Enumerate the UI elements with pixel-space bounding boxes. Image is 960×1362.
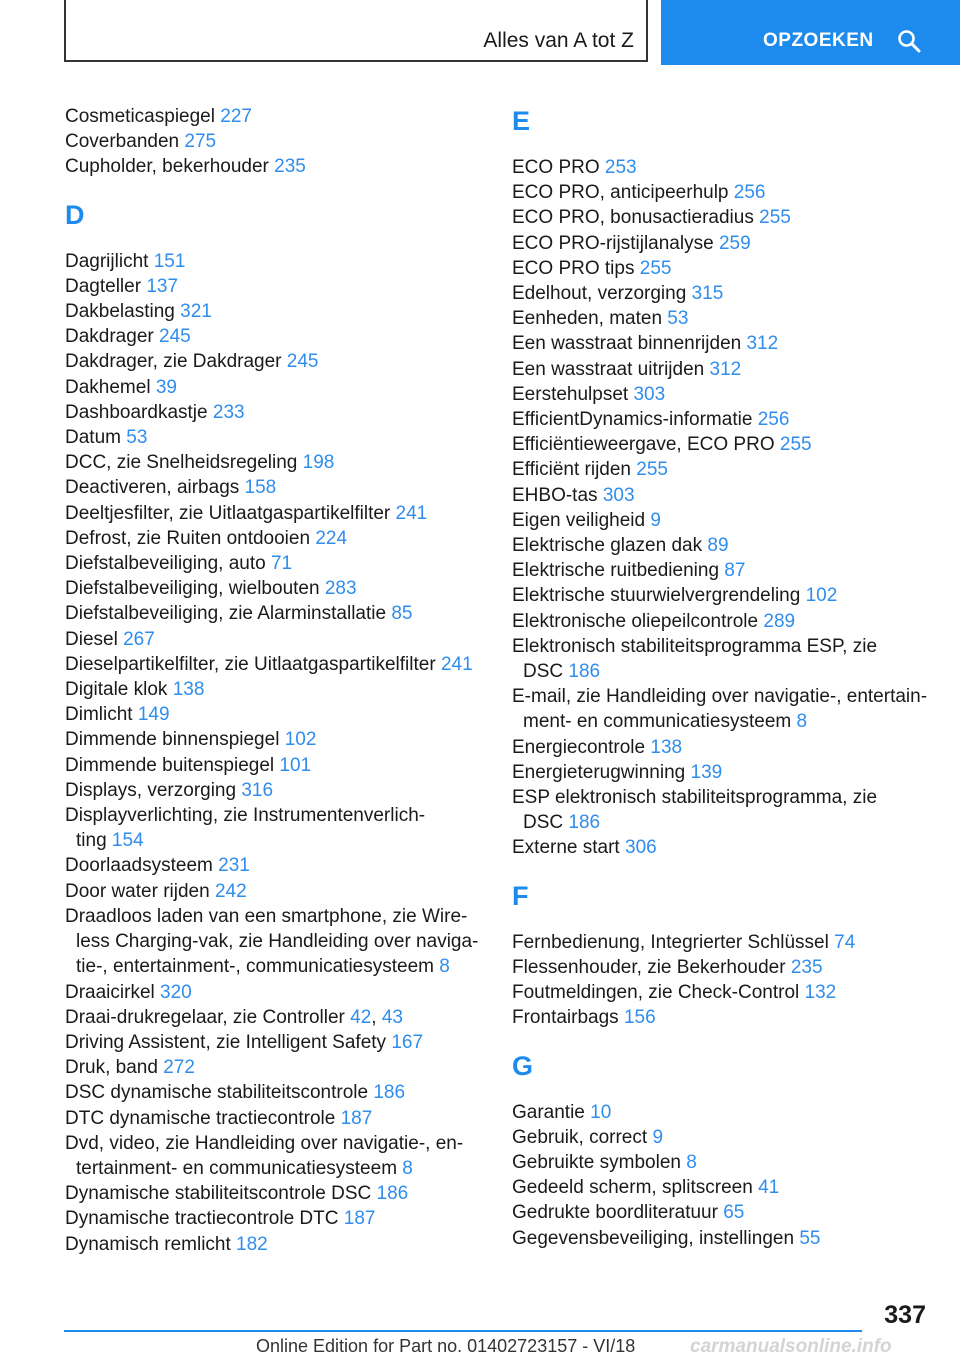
index-entry-text: DTC dynamische tractiecontrole	[65, 1107, 336, 1129]
page-reference-link[interactable]: 138	[172, 679, 205, 701]
index-entry-text: Diefstalbeveiliging, zie Alarminstallatie	[65, 603, 387, 625]
index-entry-text: Gebruikte symbolen	[512, 1151, 681, 1173]
index-entry	[65, 803, 485, 853]
index-entry-text: ECO PRO tips	[512, 257, 635, 279]
index-entry	[65, 551, 485, 576]
index-entry	[512, 180, 942, 205]
page-number: 337	[884, 1301, 926, 1329]
index-entry-text: Gedeeld scherm, splitscreen	[512, 1177, 753, 1199]
index-entry	[65, 249, 485, 274]
index-entry-text: Deeltjesfilter, zie Uitlaatgaspartikelfilter	[65, 502, 391, 524]
index-entry	[512, 281, 942, 306]
page-reference-link[interactable]: 42	[350, 1006, 372, 1028]
page-reference-link[interactable]: 139	[690, 761, 723, 783]
index-entry	[65, 375, 485, 400]
index-letter-heading: E	[512, 106, 531, 136]
index-entry	[65, 154, 485, 179]
index-entry	[65, 652, 485, 677]
index-entry-text: Displays, verzorging	[65, 779, 237, 801]
page-reference-link[interactable]: 255	[779, 434, 812, 456]
index-entry-text: Elektrische ruitbediening	[512, 560, 720, 582]
index-entry	[512, 955, 942, 980]
index-entry-text: Edelhout, verzorging	[512, 283, 687, 305]
page-reference-link[interactable]: 53	[126, 427, 148, 449]
index-entry	[65, 274, 485, 299]
index-entry	[65, 129, 485, 154]
index-entry-text: Coverbanden	[65, 131, 180, 153]
page-reference-link[interactable]: 256	[757, 409, 790, 431]
page-reference-link[interactable]: 306	[625, 837, 657, 859]
page-reference-link[interactable]: 151	[153, 250, 186, 272]
page-reference-link[interactable]: 259	[718, 232, 751, 254]
index-entry-text: Elektrische stuurwielvergrendeling	[512, 585, 801, 607]
page-reference-link[interactable]: 87	[724, 560, 746, 582]
page-reference-link[interactable]: 74	[834, 931, 856, 953]
index-entry	[65, 299, 485, 324]
index-entry	[65, 1106, 485, 1131]
page-reference-link[interactable]: 227	[220, 106, 252, 127]
page-reference-link[interactable]: 9	[650, 509, 661, 531]
index-entry-text: Diefstalbeveiliging, auto	[65, 553, 266, 575]
page-reference-link[interactable]: 275	[184, 131, 217, 153]
index-entry	[65, 1181, 485, 1206]
index-entry	[512, 306, 942, 331]
index-entry	[65, 475, 485, 500]
index-entry-text: Draaicirkel	[65, 981, 155, 1003]
index-entry-text: Deactiveren, airbags	[65, 477, 240, 499]
index-entry-text: Eenheden, maten	[512, 308, 663, 330]
index-entry-text: Flessenhouder, zie Bekerhouder	[512, 956, 786, 978]
index-entry-text: ECO PRO	[512, 157, 600, 178]
index-entry	[65, 601, 485, 626]
index-entry-text: Dakdrager	[65, 326, 154, 348]
index-entry	[65, 104, 485, 129]
index-entry-text: Efficiëntieweergave, ECO PRO	[512, 434, 775, 456]
index-entry	[512, 1175, 942, 1200]
index-entry-text: Eigen veiligheid	[512, 509, 646, 531]
page-reference-link[interactable]: 89	[707, 535, 729, 557]
page-reference-link[interactable]: 8	[686, 1151, 697, 1173]
index-entry	[512, 583, 942, 608]
index-entry-text: Energieterugwinning	[512, 761, 686, 783]
index-entry	[512, 684, 942, 734]
index-entry-text: Dakhemel	[65, 376, 151, 398]
index-entry-text: DSC	[523, 661, 564, 683]
search-icon	[897, 29, 921, 53]
index-entry-text: Defrost, zie Ruiten ontdooien	[65, 527, 311, 549]
page-reference-link[interactable]: 182	[236, 1233, 268, 1255]
page-reference-link[interactable]: 316	[241, 779, 274, 801]
section-title: Alles van A tot Z	[483, 29, 634, 52]
index-entry	[512, 357, 942, 382]
index-entry	[512, 457, 942, 482]
index-entry-text: Gegevensbeveiliging, instellingen	[512, 1227, 795, 1249]
index-entry	[512, 231, 942, 256]
index-entry-text: Driving Assistent, zie Intelligent Safety	[65, 1031, 387, 1053]
index-entry	[512, 205, 942, 230]
index-entry-text: DSC	[523, 812, 564, 834]
index-entry-text: Datum	[65, 427, 121, 449]
index-entry-text: Dashboardkastje	[65, 401, 208, 423]
index-entry	[512, 1150, 942, 1175]
index-entry-text: Dakdrager, zie Dakdrager	[65, 351, 282, 373]
index-entry	[512, 1226, 942, 1251]
index-entry-text: tertainment- en communicatiesysteem	[76, 1157, 398, 1179]
index-entry	[512, 760, 942, 785]
page-reference-link[interactable]: 39	[155, 376, 177, 398]
index-entry-text: Energiecontrole	[512, 736, 646, 758]
page-reference-link[interactable]: 198	[302, 452, 335, 474]
page-reference-link[interactable]: 253	[604, 157, 637, 178]
page-reference-link[interactable]: 235	[790, 956, 823, 978]
index-letter-heading: D	[65, 199, 85, 230]
index-entry: Draai-drukregelaar, zie Controller 42, 43	[65, 1006, 403, 1028]
page-reference-link[interactable]: 71	[270, 553, 293, 575]
index-column-left	[65, 104, 485, 1257]
page-reference-link[interactable]: 132	[804, 982, 837, 1004]
index-entry-text: Draadloos laden van een smartphone, zie Wire-	[65, 905, 468, 927]
index-entry	[512, 609, 942, 634]
page-reference-link[interactable]: 102	[805, 585, 838, 607]
index-entry	[512, 930, 942, 955]
page-reference-link[interactable]: 158	[244, 477, 277, 499]
index-entry	[512, 785, 942, 835]
index-entry-text: Cosmeticaspiegel	[65, 106, 215, 127]
footer-edition-text: Online Edition for Part no. 01402723157 - VI/18	[256, 1336, 636, 1356]
index-entry-text: Gebruik, correct	[512, 1126, 648, 1148]
index-entry-text: Draai-drukregelaar, zie Controller	[65, 1006, 345, 1028]
index-entry-text: Digitale klok	[65, 679, 168, 701]
index-letter-heading: F	[512, 880, 529, 911]
index-entry-text: Fernbedienung, Integrierter Schlüssel	[512, 931, 829, 953]
index-entry	[512, 1005, 942, 1030]
index-entry-text: Gedrukte boordliteratuur	[512, 1202, 718, 1224]
index-entry-text: ting	[76, 830, 107, 852]
index-entry	[65, 879, 485, 904]
index-entry	[65, 576, 485, 601]
index-entry-text: Elektronische oliepeilcontrole	[512, 610, 759, 632]
page-reference-link[interactable]: 241	[440, 653, 473, 675]
index-entry	[65, 1206, 485, 1231]
index-entry	[65, 853, 485, 878]
index-entry	[512, 407, 942, 432]
page-reference-link[interactable]: 312	[746, 333, 779, 355]
index-entry-text: ECO PRO, bonusactieradius	[512, 207, 754, 229]
index-entry	[65, 1030, 485, 1055]
page-reference-link[interactable]: 303	[602, 484, 635, 506]
page-reference-link[interactable]: 242	[214, 880, 247, 902]
index-entry-text: DCC, zie Snelheidsregeling	[65, 452, 298, 474]
index-entry	[512, 1125, 942, 1150]
index-entry	[65, 526, 485, 551]
index-entry-text: Diesel	[65, 628, 118, 650]
index-entry	[512, 155, 942, 180]
page-reference-link[interactable]: 9	[652, 1126, 664, 1148]
index-entry	[65, 627, 485, 652]
index-entry	[512, 256, 942, 281]
page-reference-link[interactable]: 283	[324, 578, 357, 600]
index-entry-text: Dagteller	[65, 275, 142, 297]
page-reference-link[interactable]: 10	[590, 1101, 612, 1123]
index-entry	[65, 753, 485, 778]
index-entry-text: Dimlicht	[65, 704, 133, 726]
index-entry-text: Efficiënt rijden	[512, 459, 631, 481]
section-title-box	[64, 0, 648, 62]
index-entry	[65, 349, 485, 374]
page-reference-link[interactable]: 85	[391, 603, 413, 625]
index-entry-text: ECO PRO, anticipeerhulp	[512, 182, 729, 204]
index-entry-text: Externe start	[512, 837, 620, 859]
index-entry	[512, 980, 942, 1005]
page-reference-link[interactable]: 167	[391, 1031, 424, 1053]
page-reference-link[interactable]: 8	[439, 956, 450, 978]
page-reference-link[interactable]: 8	[796, 711, 808, 733]
index-entry-text: EfficientDynamics-informatie	[512, 409, 753, 431]
index-entry-text: Dynamische stabiliteitscontrole DSC	[65, 1183, 372, 1205]
index-entry-text: Een wasstraat binnenrijden	[512, 333, 742, 355]
page-reference-link[interactable]: 137	[146, 275, 179, 297]
index-entry	[512, 558, 942, 583]
index-entry	[65, 1080, 485, 1105]
page-reference-link[interactable]: 187	[343, 1208, 376, 1230]
index-entry	[65, 501, 485, 526]
index-entry-text: tie-, entertainment-, communicatiesysteem	[76, 956, 434, 978]
page-reference-link[interactable]: 186	[568, 812, 601, 834]
index-entry	[65, 1131, 485, 1181]
index-entry-text: Dimmende buitenspiegel	[65, 754, 275, 776]
index-entry	[65, 324, 485, 349]
index-entry-text: Dieselpartikelfilter, zie Uitlaatgaspartikelfilter	[65, 653, 436, 675]
index-entry-text: Dynamisch remlicht	[65, 1233, 231, 1255]
index-entry-text: Dakbelasting	[65, 301, 175, 323]
page-reference-link[interactable]: 8	[402, 1157, 413, 1179]
index-entry-text: Elektronisch stabiliteitsprogramma ESP, zie	[512, 635, 878, 657]
index-entry-text: Doorlaadsysteem	[65, 855, 213, 877]
index-entry-text: Dimmende binnenspiegel	[65, 729, 280, 751]
page-reference-link[interactable]: 289	[763, 610, 796, 632]
index-entry-text: Dynamische tractiecontrole DTC	[65, 1208, 339, 1230]
index-entry-text: Elektrische glazen dak	[512, 535, 703, 557]
index-entry	[65, 400, 485, 425]
index-entry-text: Diefstalbeveiliging, wielbouten	[65, 578, 320, 600]
index-entry	[512, 1100, 942, 1125]
page-reference-link[interactable]: 241	[395, 502, 428, 524]
index-entry-text: Door water rijden	[65, 880, 210, 902]
index-entry-text: Cupholder, bekerhouder	[65, 156, 269, 178]
index-entry	[512, 533, 942, 558]
page-reference-link[interactable]: 231	[218, 855, 250, 877]
page-reference-link[interactable]: 235	[274, 156, 306, 178]
page-reference-link[interactable]: 256	[733, 182, 766, 204]
page-reference-link[interactable]: 255	[636, 459, 668, 481]
page-reference-link[interactable]: 187	[340, 1107, 373, 1129]
page-reference-link[interactable]: 138	[650, 736, 683, 758]
index-entry-text: Displayverlichting, zie Instrumentenverlich-	[65, 805, 426, 827]
page-reference-link[interactable]: 321	[180, 301, 212, 323]
page-reference-link[interactable]: 245	[159, 326, 191, 348]
page-reference-link[interactable]: 320	[160, 981, 192, 1003]
page-reference-link[interactable]: 267	[123, 628, 155, 650]
index-entry	[512, 508, 942, 533]
index-entry	[65, 425, 485, 450]
search-button-label: OPZOEKEN	[763, 30, 874, 51]
search-button[interactable]	[661, 0, 960, 65]
index-entry-text: DSC dynamische stabiliteitscontrole	[65, 1082, 369, 1104]
page-reference-link[interactable]: 245	[286, 351, 319, 373]
index-entry-text: EHBO-tas	[512, 484, 598, 506]
index-entry	[512, 634, 942, 684]
index-entry	[65, 1055, 485, 1080]
index-entry-text: ment- en communicatiesysteem	[523, 711, 792, 733]
page-reference-link[interactable]: 186	[373, 1082, 406, 1104]
index-entry	[65, 727, 485, 752]
page-reference-link[interactable]: 186	[568, 661, 601, 683]
index-column-right	[512, 104, 942, 1251]
index-entry-text: Eerstehulpset	[512, 383, 629, 405]
index-entry-text: ESP elektronisch stabiliteitsprogramma, zie	[512, 787, 878, 809]
page-reference-link[interactable]: 149	[137, 704, 170, 726]
index-entry-text: Druk, band	[65, 1057, 158, 1079]
page-reference-link[interactable]: 102	[284, 729, 317, 751]
page-reference-link[interactable]: 41	[758, 1177, 780, 1199]
page-reference-link[interactable]: 315	[691, 283, 724, 305]
footer-divider	[64, 1330, 862, 1332]
index-entry	[512, 382, 942, 407]
index-entry	[512, 331, 942, 356]
page-reference-link[interactable]: 255	[759, 207, 791, 229]
index-entry-text: Frontairbags	[512, 1007, 619, 1029]
index-entry	[65, 904, 485, 980]
index-entry	[65, 980, 485, 1005]
page-header	[0, 0, 960, 66]
index-entry	[512, 835, 942, 860]
index-entry	[65, 450, 485, 475]
index-entry	[65, 677, 485, 702]
page-reference-link[interactable]: 312	[709, 358, 742, 380]
page-reference-link[interactable]: 53	[667, 308, 689, 330]
index-entry	[512, 483, 942, 508]
page-reference-link[interactable]: 224	[315, 527, 348, 549]
index-entry	[512, 432, 942, 457]
index-entry-text: Garantie	[512, 1101, 585, 1123]
index-entry-text: Een wasstraat uitrijden	[512, 358, 705, 380]
page-reference-link[interactable]: 272	[163, 1057, 195, 1079]
page-reference-link[interactable]: 43	[381, 1006, 403, 1028]
index-entry	[65, 1232, 485, 1257]
page-reference-link[interactable]: 55	[799, 1227, 821, 1249]
index-entry-text: E-mail, zie Handleiding over navigatie-, entertain-	[512, 686, 928, 708]
watermark-text: carmanualsonline.info	[690, 1336, 892, 1357]
page-reference-link[interactable]: 186	[376, 1183, 409, 1205]
page-reference-link[interactable]: 156	[623, 1007, 656, 1029]
index-letter-heading: G	[512, 1050, 534, 1081]
index-entry-text: less Charging-vak, zie Handleiding over naviga-	[76, 931, 479, 953]
index-entry-text: Dagrijlicht	[65, 250, 149, 272]
page-reference-link[interactable]: 154	[111, 830, 144, 852]
index-entry	[512, 735, 942, 760]
page-reference-link[interactable]: 101	[279, 754, 312, 776]
index-entry-text: Foutmeldingen, zie Check-Control	[512, 982, 800, 1004]
page-reference-link[interactable]: 255	[639, 257, 672, 279]
index-entry-text: ECO PRO-rijstijlanalyse	[512, 232, 714, 254]
page-reference-link[interactable]: 233	[212, 401, 245, 423]
index-entry	[65, 702, 485, 727]
page-reference-link[interactable]: 303	[633, 383, 666, 405]
index-entry-text: Dvd, video, zie Handleiding over navigatie-, en-	[65, 1132, 464, 1154]
page-reference-link[interactable]: 65	[723, 1202, 745, 1224]
index-entry	[512, 1200, 942, 1225]
index-entry	[65, 778, 485, 803]
